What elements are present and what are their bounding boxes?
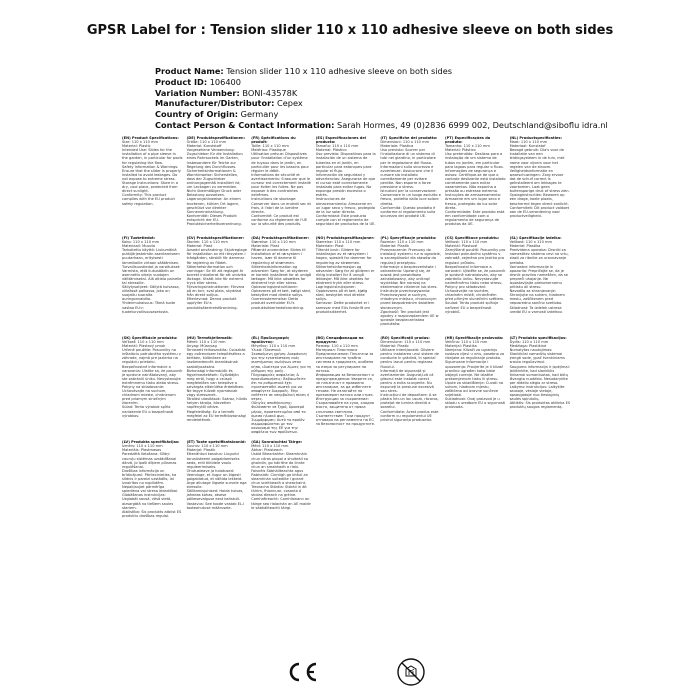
section-body: Suurus: 110 x 110 mm Materjal: Plastik Ettenähtud kasutus: Liugurid torusüsteemi paigaldamiseks aeda, eriti tiikidele voolu reguleerimiseks. Ohutusteave ja hoiatused: Veenduge, et liugur on õigesti paigaldatud, et vältida lekkeid. Ärge allutage liigsele survele ega stressile. Säilitamisjuhised: Hoida kuivas, jahedas kohas, otsese päikesevalguse eest kaitstult. Vastavus: See toode vastab EL-i tooteohutuse määrusele. bbox=[186, 444, 247, 510]
language-section bbox=[380, 236, 445, 330]
section-title: (EL) Προδιαγραφές προϊόντος: bbox=[251, 335, 290, 344]
section-title: (ET) Toote spetsifikatsioonid: bbox=[186, 440, 246, 445]
product-info bbox=[155, 66, 675, 131]
section-title: (SK) Špecifikácie produktu: bbox=[122, 335, 178, 340]
info-product-id: Product ID: 106400 bbox=[155, 76, 241, 87]
info-product-name: Product Name: Tension slider 110 x 110 adhesive sleeve on both sides bbox=[155, 66, 453, 76]
section-body: Dimensioni: 110 x 110 mm Materiale: Plastica Uso previsto: Scorrer per l'installazione di un sistema di tubi nel giardino, in particolare per le regolazione del flusso. Informazioni sulla sicurezza e avvertenze: Assicurarsi che il cursore sia installato correttamente per evitare perdite. Non esporre a forze pressione o stress. Istruzioni per la conservazione: Conservare in un luogo asciutto e fresco, protetto dalla luce solare diretta. Conformità: Questo prodotto è conforme al regolamento sulla sicurezza dei prodotti UE. bbox=[380, 140, 441, 218]
section-title: (NO) Produktspesifikasjoner: bbox=[315, 235, 375, 240]
language-section bbox=[187, 236, 252, 330]
no-tissue-flushing-icon bbox=[396, 657, 426, 687]
section-body: Størrelse: 110 x 110 mm Materiale: Plast Tiltenkt bruk: Glidere for installasjon av et rørsystem i hagen, spesielt for dammer for regulering av strømmen. Sikkerhetsinformasjon og advarsler: Sørg for at glideren er riktig installert for å unngå lekkasjer. Må ikke utsettes for ekstremt trykk eller stress. Lagringsinstruksjoner: Oppbevares på et tørt, kjølig sted, beskyttet mot direkte sollys. Samsvar: Dette produktet er i samsvar med EUs forskrift om produktsikkerhet. bbox=[315, 240, 375, 314]
section-body: Storlek: 110 x 110 mm Material: Plast Avsedd användning: Skjutreglage för installation av ett rörsystem i trädgården, särskilt för dammar för reglering av flödet. Säkerhetsinformation och varningar: Se till att reglaget är korrekt installerat för att undvika läckage. Utsätt inte för extremt tryck eller stress. Förvaringsinstruktioner: Förvara på en torr, sval plats, skyddad från direkt solljus. Efterlevnad: Denna produkt uppfyller EU:s produktsäkerhetsförordning. bbox=[186, 240, 247, 310]
section-body: Taille: 110 x 110 mm Matériau: Plastique Utilisation prévue: Dispositives pour l'installation d'un système de tuyaux dans le jardin, en particulier pour les bassins pour réguler le débit. Informations de sécurité et avertissements: S'assurer que le curseur est correctement installé pour éviter les fuites. Ne pas exposer à des contraintes extrêmes. Instructions de stockage: Conserver dans un endroit sec et frais, à l'abri de la lumière directe. Conformité: Ce produit est conforme au règlement de l'UE sur la sécurité des produits. bbox=[251, 144, 311, 226]
language-section bbox=[316, 336, 381, 434]
page-title: GPSR Label for : Tension slider 110 x 110 adhesive sleeve on both sides bbox=[86, 23, 614, 38]
symbols-row bbox=[0, 657, 700, 687]
section-body: Dimensiune: 110 x 110 mm Material: Plastic Utilizare intenționată: Glisiere pentru instalarea unui sistem de conducte în grădină, în special pentru iazuri pentru reglarea fluxului. Informații de siguranță și avertismente: Asigurați-vă că glisorul este instalat corect pentru a evita scurgerile. Nu expuneți la presiune excesivă sau stres. Instrucțiuni de depozitare: A se păstra într-un loc uscat, răcoros, protejat de lumina directă a soarelui. Conformitate: Acest produs este conform cu regulamentul UE privind siguranța produselor. bbox=[380, 339, 439, 422]
section-title: (IT) Specifiche del prodotto: bbox=[380, 136, 438, 140]
section-body: Dydis: 110 x 110 mm Medžiaga: Plastikinė Numatytas naudojimas: Slankikliai vamzdžių sistemai įrengti sode, ypač tvenkiniams srauto reguliavimui. Saugumo informacija ir įspėjimai: Įsitikinkite, kad slankiklis tinkamai sumontuotas, kad būtų išvengta nuotėkio. Nesudarykite per didelio slėgio ar streso. Laikymo instrukcijos: Laikykite sausoje, vėsioje vietoje, apsaugotoje nuo tiesioginių saulės spindulių. Atitiktis: Šis produktas atitinka ES produktų saugos reglamentą. bbox=[509, 339, 571, 410]
language-section bbox=[316, 236, 381, 330]
language-section bbox=[510, 136, 575, 230]
section-title: (GA) Sonraíochtaí Táirge: bbox=[251, 440, 303, 445]
section-body: Размер: 110 x 110 mm Материал: Пластмаса Предназначение: Плъзгачи за инсталиране на тръбна система в градината, особено за езера за регулиране на потока. Информация за безопасност и предупреждения: Уверете се, че плъзгачът е правилно инсталиран, за да избегнете течове. Не излагайте на прекомерен натиск или стрес. Инструкции за съхранение: Съхранявайте на сухо, хладно място, защитено от пряка слънчева светлина. Съответствие: Този продукт отговаря на регламента на ЕС за безопасност на продуктите. bbox=[315, 344, 376, 426]
section-title: (EN) Product Specifications: bbox=[122, 136, 179, 140]
section-title: (RO) Specificații produs: bbox=[380, 335, 430, 340]
section-body: Méret: 110 x 110 mm Anyag: Műanyag Tervezett felhasználás: Csúszkák egy csőrendszer telepítéséhez a kertben, különösen az úszómedencék áramlásának szabályozására. Biztonsági információk és figyelmeztetések: Győződjön meg arról, hogy a csúszó megfelelően van telepítve a szivárgás elkerülése érdekében. Ne tegye túlzott nyomásnak vagy stressznek. Tárolási utasítások: Száraz, hűvös helyen tárolja, közvetlen napfénytől védve. Megfelelőség: Ez a termék megfelel az EU termékbiztonsági rendeletének. bbox=[186, 339, 248, 422]
language-section bbox=[122, 336, 187, 434]
section-body: Μέγεθος: 110 x 110 mm Υλικό: Πλαστικό Σκοπούμενη χρήση: Διαφάνειες για την εγκατάσταση ενός συστήματος σωλήνων στον κήπο, ιδιαίτερα για λίμνες για τη ρύθμιση της ροής. Πληροφορίες ασφαλείας & προειδοποιήσεις: Βεβαιωθείτε ότι το ρυθμιστικό έχει εγκατασταθεί σωστά για να αποφύγετε διαρροές. Μην εκθέτετε σε υπερβολική πίεση ή στρες. Οδηγίες αποθήκευσης: Φυλάσσετε σε ξηρό, δροσερό μέρος, προστατευμένο από το άμεσο ηλιακό φως. Συμμόρφωση: Αυτό το προϊόν συμμορφώνεται με τον κανονισμό της ΕΕ για την ασφάλεια των προϊόντων. bbox=[251, 344, 312, 435]
language-section bbox=[316, 136, 381, 230]
info-country-of-origin: Country of Origin: Germany bbox=[155, 109, 279, 120]
section-title: (BG) Спецификации на продукта: bbox=[315, 335, 364, 344]
info-variation-number: Variation Number: BONI-43578K bbox=[155, 87, 298, 98]
section-body: Velikost: 110 x 110 mm Materiál: Plastové Zamýšlené použití: Posuvníky pro instalaci potrubního systému v zahradě, zejména pro jezírka pro regulaci průtoku. Bezpečnostní informace a varování: Ujistěte se, že posuvník je správně nainstalován, aby se zabránilo úniku. Nevystavujte nadměrnému tlaku nebo stresu. Pokyny pro skladování: Uchovávejte na suchém, chladném místě, chráněném před přímým slunečním světlem. Soulad: Tento produkt splňuje nařízení EU o bezpečnosti výrobků. bbox=[444, 240, 506, 314]
language-section bbox=[380, 136, 445, 230]
section-title: (SV) Produktspecifikationer: bbox=[186, 235, 245, 240]
section-title: (PL) Specyfikacje produktu: bbox=[380, 235, 437, 240]
language-section bbox=[122, 136, 187, 230]
section-body: Größe: 110 x 110 mm Material: Kunststoff Vorgesehene Verwendung: Zugschieber für die Installation eines Rohrsockels im Garten, insbesondere für Teiche zur Regelung des Durchflusses. Sicherheitsinformationen & Warnhinweise: Sicherstellen, dass der Zugschieber ordnungsgemäß installiert ist, um Leckagen zu vermeiden. Nicht übermäßiger Druck oder Belastung aussetzen. Lagerungshinweise: An einem trockenen, kühlen Ort lagern, geschützt vor direkter Sonneneinstrahlung. Konformität: Dieses Produkt entspricht der EU-Produktsicherheitsverordnung. bbox=[186, 140, 243, 226]
section-title: (CS) Specifikace produktu: bbox=[444, 235, 500, 240]
ce-mark-icon bbox=[285, 661, 319, 683]
language-section bbox=[380, 336, 445, 434]
section-title: (FR) Spécifications du produit: bbox=[251, 136, 296, 145]
section-body: Veľkosť: 110 x 110 mm Materiál: Plastový prvok Určené použitie: Posuvníky na inštaláciu potrubného systému v záhrade, najmä pre jazierka na reguláciu prietoku. Bezpečnostné informácie a varovania: Uistite sa, že posuvník je správne nainštalovaný, aby ste zabránili úniku. Nevystavujte extrémnemu tlaku alebo stresu. Pokyny na skladovanie: Uchovávajte na suchom, chladnom mieste, chránenom pred priamym slnečným žiarením. Súlad: Tento výrobok spĺňa nariadenie EÚ o bezpečnosti výrobkov. bbox=[122, 339, 183, 418]
language-section bbox=[187, 440, 252, 534]
info-contact: Contact Person & Contact Information: Sarah Hormes, 49 (0)2836 6999 002, Deutschland@siboflu idra.nl bbox=[155, 119, 608, 130]
section-body: Størrelse: 110 x 110 mm Materiale: Plast Påtænkt anvendelse: Slides til installation af et rørsystem i haven, især til damme til regulering af strømmen. Sikkerhedsinformation og advarsler: Sørg for, at skyderen er korrekt installeret for at undgå lækager. Må ikke udsættes for ekstremt tryk eller stress. Opbevaringsinstruktioner: Opbevares på et tørt, køligt sted, beskyttet mod direkte sollys. Overensstemmelse: Dette produkt overholder EU's produktsikkerhedsforordning. bbox=[251, 240, 312, 310]
section-body: Velikost: 110 x 110 mm Material: Plastika Predvidena uporaba: Drsniki za namestitev sistema cevi na vrtu, zlasti za ribnike za uravnavanje pretoka. Varnostne informacije in opozorila: Prepričajte se, da je drsnik pravilno nameščen, da se prepreči uhajanje. Ne izpostavljajte prekomernemu pritisku ali stresu. Navodila za shranjevanje: Shranjujte na suhem, hladnem mestu, zaščitenem pred neposredno sončno svetlobo. Skladnost: Ta izdelek ustreza uredbi EU o varnosti izdelkov. bbox=[509, 240, 569, 314]
section-body: Tamanho: 110 x 110 mm Material: Plástico Uso pretendido: Deslizas para a instalação de um sistema de tubos no jardim, em particular para lagoas para regular o fluxo. Informações de segurança e avisos: Certifique-se de que o controle deslizante está instalado corretamente para evitar vazamentos. Não exponha a pressão ou estresse extremo. Instruções de armazenamento: Armazene em um lugar seco e fresco, protegido da luz solar direta. Conformidade: Este produto está em conformidade com o regulamento de segurança de produtos da UE. bbox=[444, 144, 506, 226]
section-body: Rozmiar: 110 x 110 mm Materiał: Plastik Przeznaczenie: Przesuwy do instalacji systemu rur w ogrodzie, w szczególności dla stawów do regulacji przepływu. Informacje o bezpieczeństwie i ostrzeżenia: Upewnij się, że suwak jest prawidłowo zainstalowany, aby uniknąć wycieków. Nie narażaj na ekstremalne ciśnienie lub stres. Instrukcje przechowywania: Przechowywać w suchym, chłodnym miejscu, chronionym przed bezpośrednim światłem słonecznym. Zgodność: Ten produkt jest zgodny z rozporządzeniem UE w sprawie bezpieczeństwa produktów. bbox=[380, 240, 441, 326]
language-section bbox=[251, 136, 316, 230]
section-title: (ES) Especificaciones del producto: bbox=[315, 136, 367, 145]
language-section bbox=[187, 136, 252, 230]
section-body: Méid: 110 x 110 mm Ábhar: Plaisteach Úsáid Bheartaithe: Sleamhnáin chun córas píopaí a shuiteáil sa ghairdín, go háirithe do linnte chun an sreabhadh a rialú. Faisnéis Sábháilteachta agus Rabhaidh: Cinntigh go bhfuil an sleamhnán suiteáilte i gceart chun sceitheadh a sheachaint. Treoracha Stórála: Stóráil in áit thirim, fhionnuar, cosanta ó sholas díreach na gréine. Comhréireacht: Comhlíonann an táirge seo rialachán an AE maidir le sábháilteacht táirgí. bbox=[251, 444, 311, 510]
section-body: Koko: 110 x 110 mm Materiaali: Muovia Tarkoitettu käyttö: Liukumäkiä putkijärjestelmän asentamiseen puutarhaan, erityisesti lammikoille virtaan säätämisen. Turvallisuustiedot ja varoitukset: Varmista, että liukusäädin on asennettu oikein vuotojen välttämiseksi. Älä altista painelle tai stressille. Säilytysohjeet: Säilytä kuivassa, viileässä paikassa, joka on suojattu suoralta auringonvalolta. Yhdenmukaisuus: Tämä tuote vastaa EU:n tuoteturvallisuusasetusta. bbox=[122, 240, 182, 314]
language-section bbox=[122, 236, 187, 330]
section-title: (LV) Produkta specifikācijas: bbox=[122, 440, 180, 445]
section-body: Maat: 110 x 110 mm Materiaal: Kunststof Beoogd gebruik: Dia's voor de installatie van een leidingsysteem in de tuin, met name voor vijvers voor het regelen van de stroom. Veiligheidsinformatie en waarschuwingen: Zorg ervoor dat de schuif correct is geïnstalleerd om lekkages te voorkomen. Laat geen buitensporige druk of stress zien. Opslaginstructies: Bewaren op een droge, koele plaats, beschermd tegen direct zonlicht. Conformiteit: Dit product voldoet aan de EU-verordening voor productveiligheid. bbox=[509, 140, 570, 218]
language-section bbox=[251, 440, 316, 534]
language-section bbox=[122, 440, 187, 534]
info-manufacturer: Manufacturer/Distributor: Cepex bbox=[155, 98, 303, 109]
language-section bbox=[445, 236, 510, 330]
section-body: Tamaño: 110 x 110 mm Material: Plástico Uso previsto: Dispositivos para la instalación de un sistema de tuberías en el jardín, en particular para estanques para regular el flujo. Información de seguridad y advertencias: Asegurarse de que el cursor esté correctamente instalado para evitar fugas. No exponga presión excesiva o estrés. Instrucciones de almacenamiento: Almacene en un lugar seco y fresco, protegido de la luz solar directa. Conformidad: Este producto cumple con el reglamento de seguridad de productos de la UE. bbox=[315, 144, 376, 226]
section-title: (PT) Especificações do produto: bbox=[444, 136, 491, 145]
section-title: (DA) Produktspecifikationer: bbox=[251, 235, 310, 240]
language-section bbox=[187, 336, 252, 434]
section-body: Size: 110 x 110 mm Material: Plastic Intended Use: Slides for the installation of a pipe sleeve in the garden, in particular for pools for regulating the flow. Safety Information & Warnings: Ensure that the slider is properly installed to avoid leakages. Do not expose to extreme stress. Storage Instructions: Store in a dry, cool place, protected from direct sunlight. Conformity: This product complies with the EU product safety regulation. bbox=[122, 140, 183, 206]
section-title: (SL) Specifikacije izdelka: bbox=[509, 235, 562, 240]
language-section bbox=[251, 336, 316, 434]
language-section bbox=[510, 336, 575, 434]
section-title: (DE) Produktspezifikationen: bbox=[186, 136, 246, 140]
section-title: (FI) Tuotetiedot: bbox=[122, 235, 156, 240]
section-title: (LT) Produkto specifikacijos: bbox=[509, 335, 567, 340]
language-section bbox=[445, 136, 510, 230]
section-title: (NL) Productspecificaties: bbox=[509, 136, 562, 140]
language-section bbox=[251, 236, 316, 330]
language-section bbox=[445, 336, 510, 434]
section-body: Izmērs: 110 x 110 mm Materiāls: Plastmasas Paredzētā lietošana: Slīdņi cauruļu sistēmas uzstādīšanai dārzā, jo īpaši dīķiem plūsmas regulēšanai. Drošības informācija un brīdinājumi: Pārliecinieties, ka slīdnis ir pareizi uzstādīts, lai izvairītos no noplūdēm. Nepakļaujiet pārmērīga spiediena vai stresa iedarbībai. Glabāšanas instrukcijas: Uzglabāt sausā, vēsā vietā, aizsargātā no tiešiem saules stariem. Atbilstība: Šis produkts atbilst ES produktu drošības regulai. bbox=[122, 444, 182, 518]
section-title: (HU) Termékjellemzők: bbox=[186, 335, 233, 340]
language-section bbox=[510, 236, 575, 330]
section-body: Veličina: 110 x 110 mm Materijal: Plastika Namjena: Klizači za ugradnju sustava cijevi u vrtu, posebno za ribnjake za reguliranje protoka. Sigurnosne informacije i upozorenja: Provjerite je li klizač pravilno ugrađen kako biste izbjegli curenje. Ne izlažite prekomjernom tlaku ili stresu. Upute za skladištenje: Čuvati na suhom, hladnom mjestu, zaštićeno od izravne sunčeve svjetlosti. Sukladnost: Ovaj proizvod je u skladu s uredbom EU o sigurnosti proizvoda. bbox=[444, 339, 506, 410]
language-sections-grid bbox=[122, 136, 574, 634]
section-title: (HR) Specifikacije proizvoda: bbox=[444, 335, 504, 340]
